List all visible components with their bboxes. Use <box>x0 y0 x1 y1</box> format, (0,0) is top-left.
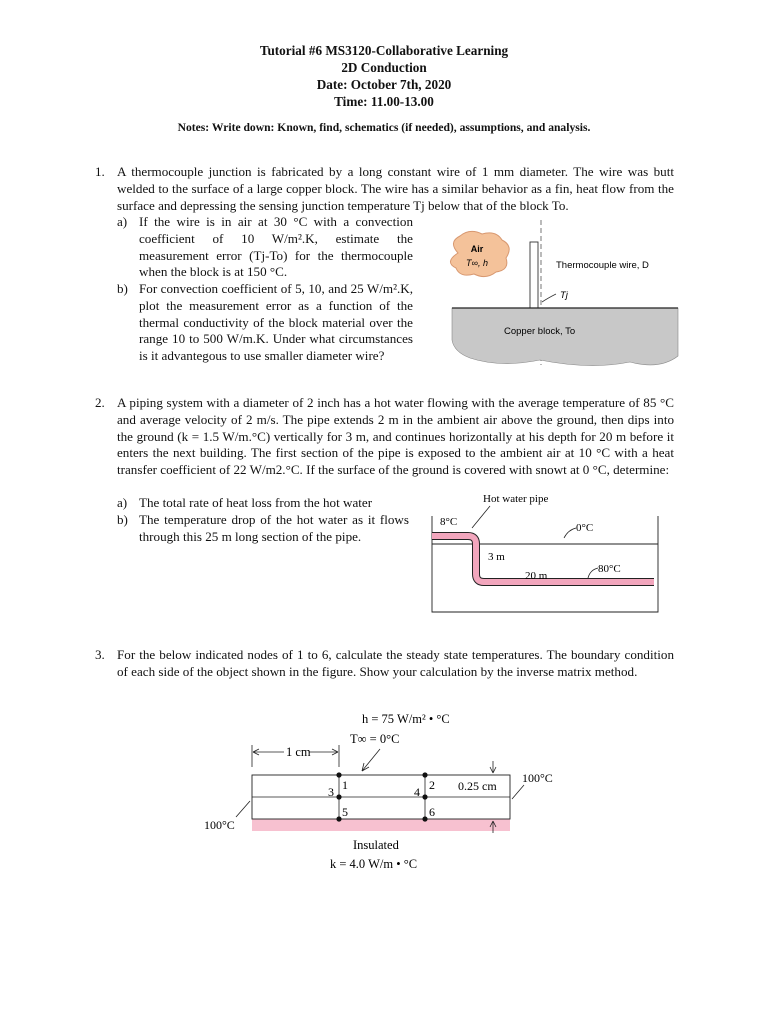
node-dot <box>336 816 341 821</box>
q1-b-label: b) <box>117 281 128 296</box>
q1-block-label: Copper block, To <box>504 326 576 337</box>
node-dot <box>336 772 341 777</box>
node-label-3: 3 <box>328 785 334 799</box>
q2-text: A piping system with a diameter of 2 inch has a hot water flowing with the average temperature of 85 °C and average velocity of 2 m/s. The pipe extends 2 m in the ambient air above the ground, then dips into the ground (k = 1.5 W/m.°C) vertically for 3 m, and continues horizontally at his depth for 20 m before it enters the next building. The first section of the pipe is exposed to the ambient air at 10 °C with a heat transfer coefficient of 22 W/m2.°C. If the surface of the ground is covered with snowt at 0 °C, determine: <box>117 395 674 478</box>
insulated-layer <box>252 819 510 831</box>
q3-k-label: k = 4.0 W/m • °C <box>330 857 418 871</box>
q3-figure <box>196 705 576 877</box>
q2-length-label: 20 m <box>525 570 548 582</box>
q2-number: 2. <box>95 395 105 410</box>
tj-leader <box>542 294 556 302</box>
q3-h-label: h = 75 W/m² • °C <box>362 712 450 726</box>
q1-figure <box>430 220 680 375</box>
q3-tinf-label: T∞ = 0°C <box>350 732 400 746</box>
q2-tair-label: 8°C <box>440 516 458 528</box>
q2-b-label: b) <box>117 512 128 527</box>
q1-b-text: For convection coefficient of 5, 10, and 25 W/m².K, plot the measurement error as a function of the thermal conductivity of the block material over the range 10 to 500 W/m.K. Under what circumstances is it advantegous to use smaller diameter wire? <box>139 281 413 364</box>
q1-tj-label: Tj <box>560 290 568 301</box>
ground-box <box>432 516 658 612</box>
q2-tground-label: 0°C <box>576 522 594 534</box>
node-dot <box>422 794 427 799</box>
q1-air-label: Air <box>470 244 484 254</box>
doc-title: Tutorial #6 MS3120-Collaborative Learning <box>259 43 509 58</box>
q2-a-label: a) <box>117 495 128 510</box>
q2-figure <box>426 488 666 616</box>
doc-time: Time: 11.00-13.00 <box>334 94 434 109</box>
q1-wire-label: Thermocouple wire, D <box>556 260 649 271</box>
q1-text: A thermocouple junction is fabricated by a long constant wire of 1 mm diameter. The wire was butt welded to the surface of a large copper block. The wire has a similar behavior as a fin, heat flow from the surface and depressing the sensing junction temperature Tj below that of the block To. <box>117 164 674 213</box>
q1-a-label: a) <box>117 214 128 229</box>
q2-pipe-label: Hot water pipe <box>483 493 549 505</box>
q3-thickness-label: 0.25 cm <box>458 779 497 793</box>
q3-insulated-label: Insulated <box>353 838 399 852</box>
thermocouple-wire <box>530 242 538 310</box>
q3-number: 3. <box>95 647 105 662</box>
pipe-leader <box>472 506 490 528</box>
water-temp-leader <box>588 568 598 578</box>
node-label-2: 2 <box>429 778 435 792</box>
left-temp-arrow <box>236 801 250 817</box>
node-label-5: 5 <box>342 805 348 819</box>
conv-arrow <box>362 749 380 771</box>
q3-tleft-label: 100°C <box>204 818 235 832</box>
q2-depth-label: 3 m <box>488 551 505 563</box>
node-dot <box>422 816 427 821</box>
air-cloud <box>450 231 509 276</box>
right-temp-arrow <box>512 785 524 799</box>
q3-text: For the below indicated nodes of 1 to 6, calculate the steady state temperatures. The boundary condition of each side of the object shown in the figure. Show your calculation by the inverse matrix method. <box>117 647 674 679</box>
node-dot <box>336 794 341 799</box>
node-dot <box>422 772 427 777</box>
q2-b-text: The temperature drop of the hot water as it flows through this 25 m long section of the pipe. <box>139 512 409 544</box>
doc-notes: Notes: Write down: Known, find, schematics (if needed), assumptions, and analysis. <box>177 121 591 134</box>
node-label-1: 1 <box>342 778 348 792</box>
q1-tinf-label: T∞, h <box>466 258 488 268</box>
doc-date: Date: October 7th, 2020 <box>316 77 452 92</box>
doc-subtitle: 2D Conduction <box>341 60 427 75</box>
q1-number: 1. <box>95 164 105 179</box>
q1-a-text: If the wire is in air at 30 °C with a convection coefficient of 10 W/m².K, estimate the measurement error (Tj-To) for the thermocouple when the block is at 150 °C. <box>139 214 413 280</box>
q3-width-label: 1 cm <box>286 745 311 759</box>
node-label-4: 4 <box>414 785 420 799</box>
q2-a-text: The total rate of heat loss from the hot water <box>139 495 373 510</box>
ground-temp-leader <box>564 528 576 538</box>
q3-tright-label: 100°C <box>522 771 553 785</box>
q2-twater-label: 80°C <box>598 563 621 575</box>
node-label-6: 6 <box>429 805 435 819</box>
